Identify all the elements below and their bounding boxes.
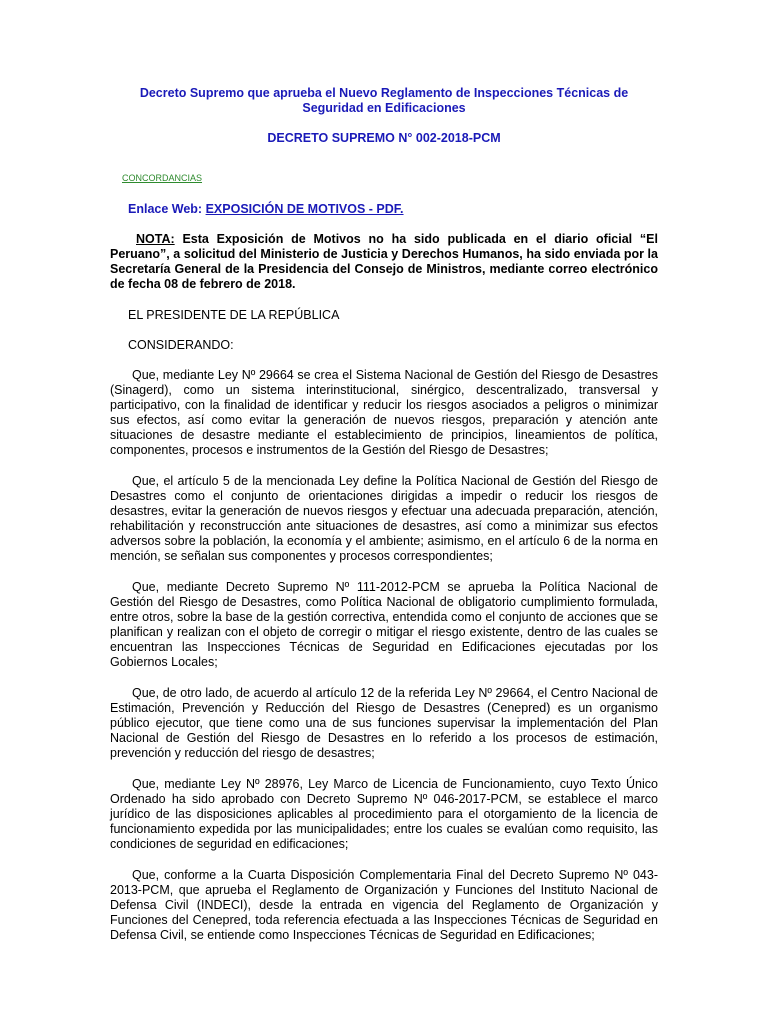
decree-number: DECRETO SUPREMO N° 002-2018-PCM xyxy=(267,131,501,145)
document-title: Decreto Supremo que aprueba el Nuevo Reglamento de Inspecciones Técnicas de Seguridad en Edificaciones xyxy=(139,86,629,115)
president-line: EL PRESIDENTE DE LA REPÚBLICA xyxy=(128,308,340,322)
exposicion-motivos-link[interactable]: EXPOSICIÓN DE MOTIVOS - PDF. xyxy=(205,202,404,216)
web-link-prefix: Enlace Web: xyxy=(128,202,206,216)
considering-paragraph-1: Que, mediante Ley Nº 29664 se crea el Sistema Nacional de Gestión del Riesgo de Desastres (Sinagerd), como un sistema interinstitucional, sinérgico, descentralizado, transversal y participativo, con la finalidad de identificar y reducir los riesgos asociados a peligros o minimizar sus efectos, así como evitar la generación de nuevos riesgos, preparación y atención ante situaciones de desastre mediante el establecimiento de principios, lineamientos de política, componentes, procesos e instrumentos de la Gestión del Riesgo de Desastres; xyxy=(110,368,658,457)
considering-heading: CONSIDERANDO: xyxy=(128,338,234,352)
considering-paragraph-4: Que, de otro lado, de acuerdo al artículo 12 de la referida Ley Nº 29664, el Centro Nacional de Estimación, Prevención y Reducción del Riesgo de Desastres (Cenepred) es un organismo público ejecutor, que tiene como una de sus funciones supervisar la implementación del Plan Nacional de Gestión del Riesgo de Desastres en lo referido a los procesos de estimación, prevención y reducción del riesgo de desastres; xyxy=(110,686,658,760)
considering-paragraph-3: Que, mediante Decreto Supremo Nº 111-2012-PCM se aprueba la Política Nacional de Gestión del Riesgo de Desastres, como Política Nacional de obligatorio cumplimiento formulada, entre otros, sobre la base de la gestión correctiva, entendida como el conjunto de acciones que se planifican y realizan con el objeto de corregir o mitigar el riesgo existente, dentro de las cuales se encuentran las Inspecciones Técnicas de Seguridad en Edificaciones ejecutadas por los Gobiernos Locales; xyxy=(110,580,658,669)
concordances-link[interactable]: CONCORDANCIAS xyxy=(122,173,203,183)
considering-paragraph-5: Que, mediante Ley Nº 28976, Ley Marco de Licencia de Funcionamiento, cuyo Texto Único Ordenado ha sido aprobado con Decreto Supremo Nº 046-2017-PCM, se establece el marco jurídico de las disposiciones aplicables al procedimiento para el otorgamiento de la licencia de funcionamiento expedida por las municipalidades; entre los cuales se evalúan como requisito, las condiciones de seguridad en edificaciones; xyxy=(110,777,658,851)
note-text: Esta Exposición de Motivos no ha sido publicada en el diario oficial “El Peruano”, a solicitud del Ministerio de Justicia y Derechos Humanos, ha sido enviada por la Secretaría General de la Presidencia del Consejo de Ministros, mediante correo electrónico de fecha 08 de febrero de 2018. xyxy=(110,232,658,291)
note-label: NOTA: xyxy=(136,232,175,246)
web-link-line xyxy=(128,202,658,217)
considering-paragraph-6: Que, conforme a la Cuarta Disposición Complementaria Final del Decreto Supremo Nº 043-2013-PCM, que aprueba el Reglamento de Organización y Funciones del Instituto Nacional de Defensa Civil (INDECI), desde la entrada en vigencia del Reglamento de Organización y Funciones del Cenepred, toda referencia efectuada a las Inspecciones Técnicas de Seguridad en Defensa Civil, se entiende como Inspecciones Técnicas de Seguridad en Edificaciones; xyxy=(110,868,658,942)
note-paragraph xyxy=(110,232,658,292)
considering-paragraph-2: Que, el artículo 5 de la mencionada Ley define la Política Nacional de Gestión del Riesgo de Desastres como el conjunto de orientaciones dirigidas a impedir o reducir los riesgos de desastres, evitar la generación de nuevos riesgos y efectuar una adecuada preparación, atención, rehabilitación y reconstrucción ante situaciones de desastres, así como a minimizar sus efectos adversos sobre la población, la economía y el ambiente; asimismo, en el artículo 6 de la norma en mención, se señalan sus componentes y procesos correspondientes; xyxy=(110,474,658,563)
